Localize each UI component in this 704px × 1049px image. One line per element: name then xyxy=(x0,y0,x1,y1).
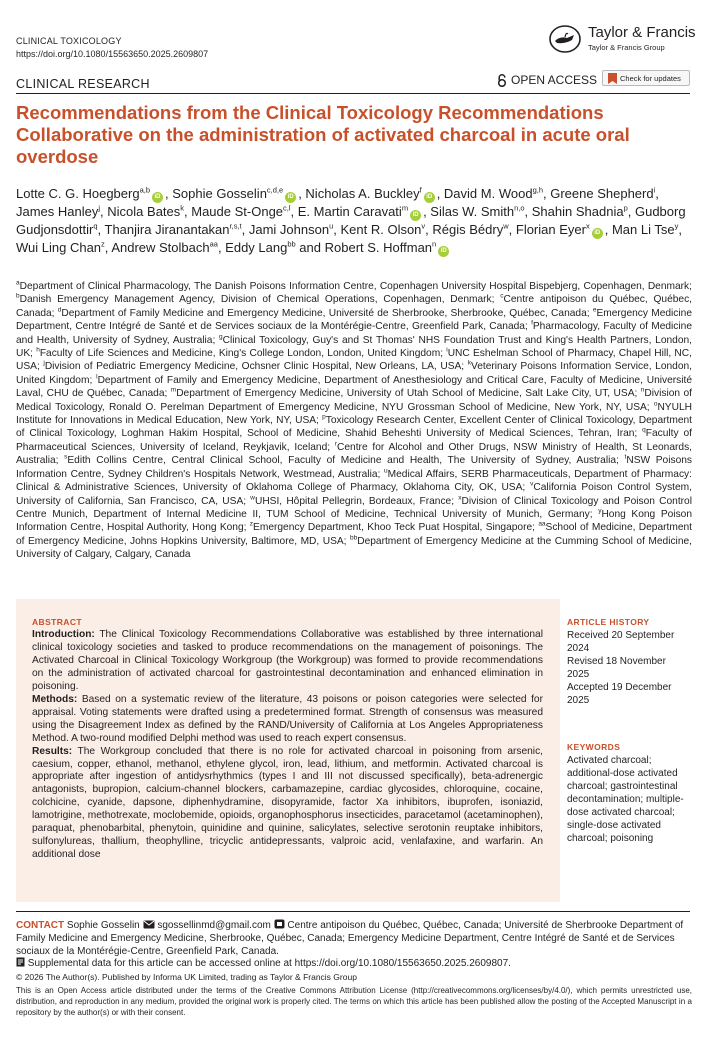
open-access-badge xyxy=(497,73,597,87)
affiliation-key: y xyxy=(598,507,602,515)
received-date: Received 20 September 2024 xyxy=(567,630,675,654)
revised-date: Revised 18 November 2025 xyxy=(567,656,666,680)
affiliation-key: f xyxy=(531,319,533,327)
keywords-heading: KEYWORDS xyxy=(567,742,621,752)
author-affiliation-marker: p xyxy=(623,203,628,213)
author-separator: , xyxy=(290,204,298,219)
affiliation-key: i xyxy=(446,346,448,354)
author-separator: , xyxy=(241,222,249,237)
affiliation-key: r xyxy=(334,440,338,448)
orcid-icon[interactable]: iD xyxy=(424,192,435,203)
affiliation-key: o xyxy=(653,400,658,408)
affiliation-key: x xyxy=(458,494,462,502)
journal-name: CLINICAL TOXICOLOGY xyxy=(16,36,122,46)
author-affiliation-marker: a,b xyxy=(139,185,151,195)
affiliation-key: q xyxy=(642,427,646,435)
author-separator: , xyxy=(436,186,444,201)
contact-label: CONTACT xyxy=(16,920,65,931)
author-name: Florian Eyer xyxy=(515,222,586,237)
author-name: Eddy Lang xyxy=(225,240,288,255)
affiliation-text: Faculty of Life Sciences and Medicine, King's College London, London, United Kingdom; xyxy=(39,348,447,360)
affiliation-text: Danish Emergency Management Agency, Division of Chemical Operations, Copenhagen, Denmark; xyxy=(19,294,501,306)
author-affiliation-marker: g,h xyxy=(532,185,543,195)
doi-link[interactable]: https://doi.org/10.1080/15563650.2025.2609807 xyxy=(16,49,209,59)
author-separator: , xyxy=(97,222,105,237)
affiliation-text: Veterinary Poisons Information Service, London, United Kingdom; xyxy=(16,361,692,386)
author-name: Maude St-Onge xyxy=(191,204,284,219)
section-label: CLINICAL RESEARCH xyxy=(16,77,150,91)
author-affiliation-marker: u xyxy=(329,221,334,231)
author-affiliation-marker: q xyxy=(93,221,98,231)
publisher-name: Taylor & Francis xyxy=(588,24,696,41)
author-name: Wui Ling Chan xyxy=(16,240,102,255)
affiliation-text: Department of Family Medicine and Emergency Medicine, Université de Sherbrooke, Sherbrooke, Québec, Canada; xyxy=(61,307,593,319)
contact-email[interactable]: sgossellinmd@gmail.com xyxy=(157,920,271,931)
author-name: Jami Johnson xyxy=(248,222,330,237)
author-affiliation-marker: z xyxy=(101,239,105,249)
author-affiliation-marker: f xyxy=(419,185,422,195)
author-separator: , xyxy=(425,222,433,237)
author-separator: , xyxy=(165,186,173,201)
affiliation-key: j xyxy=(43,360,45,368)
affiliation-key: d xyxy=(57,306,62,314)
author-separator: , xyxy=(678,222,682,237)
author-separator: , xyxy=(217,240,226,255)
author-name: Gudborg Gudjonsdottir xyxy=(16,204,686,237)
author-list xyxy=(16,185,690,257)
abstract-heading: ABSTRACT xyxy=(32,617,82,627)
affiliation-text: California Poison Control System, University of California, San Francisco, CA, USA; xyxy=(16,482,692,507)
affiliation-key: h xyxy=(36,346,40,354)
license-text: This is an Open Access article distributed under the terms of the Creative Commons Attribution License (http://creativecommons.org/licenses/by/4.0/), which permits unrestricted use, distribution, and reproduction in any medium, provided the original work is properly cited. The terms on which this article has been published allow the posting of the Accepted Manuscript in a repository by the author(s) or with their consent. xyxy=(16,986,692,1017)
affiliation-text: Toxicology Research Center, Excellent Center of Clinical Toxicology, Department of Clinical Toxicology, Loghman Hakim Hospital, School of Medicine, Shahid Beheshti University of Medical Sciences, Tehran, Iran; xyxy=(16,415,692,440)
affiliation-text: Emergency Medicine Department, Centre Intégré de Santé et de Services sociaux de la Montérégie-Centre, Greenfield Park, Canada; xyxy=(16,307,692,333)
affiliation-text: Centre antipoison du Québec, Québec, Canada; xyxy=(16,294,692,319)
envelope-icon xyxy=(143,920,155,929)
author-affiliation-marker: bb xyxy=(287,239,296,249)
affiliation-key: aa xyxy=(538,520,546,528)
author-affiliation-marker: n xyxy=(432,239,437,249)
affiliation-text: Edith Collins Centre, Central Clinical School, Faculty of Medicine and Health, The University of Sydney, Australia; xyxy=(67,455,625,467)
affiliation-text: Department of Clinical Pharmacology, The Danish Poisons Information Centre, Copenhagen University Hospital Bispebjerg, Copenhagen, Denmark; xyxy=(19,281,692,292)
affiliation-text: Division of Clinical Toxicology and Poison Control Centre Munich, Department of Internal Medicine II, TUM School of Medicine, Technical University of Munich, Germany; xyxy=(16,495,692,520)
author-affiliation-marker: c,l xyxy=(283,203,291,213)
affiliation-key: s xyxy=(64,453,68,461)
keywords-list: Activated charcoal; additional-dose activated charcoal; gastrointestinal decontamination; multiple-dose activated charcoal; single-dose activated charcoal; poisoning xyxy=(567,755,684,844)
author-separator: and xyxy=(295,240,325,255)
affiliation-key: c xyxy=(500,293,504,301)
author-affiliation-marker: aa xyxy=(209,239,218,249)
publisher-group: Taylor & Francis Group xyxy=(588,43,665,52)
author-separator: , xyxy=(508,222,516,237)
publisher-logo[interactable] xyxy=(548,22,698,62)
author-affiliation-marker: n,o xyxy=(514,203,525,213)
check-for-updates-button[interactable] xyxy=(602,70,690,86)
author-separator: , xyxy=(543,186,551,201)
contact-block xyxy=(16,919,692,958)
affiliation-key: g xyxy=(219,333,223,341)
affiliation-text: UNC Eshelman School of Pharmacy, Chapel Hill, NC, USA; xyxy=(16,348,692,373)
affiliation-key: e xyxy=(592,306,597,314)
author-affiliation-marker: y xyxy=(674,221,679,231)
author-separator: , xyxy=(604,222,612,237)
author-name: David M. Wood xyxy=(443,186,533,201)
affiliation-key: t xyxy=(624,453,627,461)
accepted-date: Accepted 19 December 2025 xyxy=(567,682,672,706)
affiliation-text: NYULH Institute for Innovations in Medical Education, New York, NY, USA; xyxy=(16,401,692,427)
author-separator: , xyxy=(298,186,306,201)
affiliation-text: Pharmacology, Faculty of Medicine and Health, University of Sydney, Australia; xyxy=(16,321,692,346)
author-name: E. Martin Caravati xyxy=(297,204,402,219)
supplemental-text: Supplemental data for this article can be accessed online at https://doi.org/10.1080/15563650.2025.2609807. xyxy=(27,958,511,969)
author-separator: , xyxy=(333,222,341,237)
affiliation-key: b xyxy=(16,293,20,301)
author-name: Lotte C. G. Hoegberg xyxy=(16,186,140,201)
affiliation-key: bb xyxy=(349,534,358,542)
author-separator: , xyxy=(423,204,431,219)
author-name: Andrew Stolbach xyxy=(111,240,210,255)
author-name: Man Li Tse xyxy=(611,222,675,237)
affiliation-key: z xyxy=(249,520,254,528)
orcid-icon[interactable]: iD xyxy=(152,192,163,203)
location-icon xyxy=(274,919,285,929)
author-name: Kent R. Olson xyxy=(340,222,422,237)
affiliation-text: Department of Emergency Medicine, University of Utah School of Medicine, Salt Lake City, UT, USA; xyxy=(176,388,641,400)
affiliation-key: a xyxy=(16,279,20,287)
affiliation-key: m xyxy=(170,386,177,394)
affiliation-key: u xyxy=(384,467,388,475)
author-affiliation-marker: k xyxy=(180,203,185,213)
contact-address: Centre antipoison du Québec, Québec, Canada; Université de Sherbrooke Department of Family Medicine and Emergency Medicine, Sherbrooke, Québec, Canada; Emergency Medicine Department, Centre Intégré de Santé et de Services sociaux de la Montérégie-Centre, Greenfield Park, Canada. xyxy=(16,920,684,957)
abstract-text xyxy=(32,629,543,862)
author-separator: , xyxy=(184,204,192,219)
author-affiliation-marker: j xyxy=(98,203,101,213)
author-separator: , xyxy=(104,240,112,255)
orcid-icon[interactable]: iD xyxy=(285,192,296,203)
author-affiliation-marker: r,s,t xyxy=(229,221,242,231)
abstract-results: Results: The Workgroup concluded that there is no role for activated charcoal in poisoning from arsenic, caesium, copper, ethanol, methanol, ethylene glycol, iron, lead, lithium, and metformin. Activated charcoal is appropriate after ingestion of antidysrhythmics (types I and III not discussed specifically), beta-adrenergic antagonists, bupropion, calcium-channel blockers, carbamazepine, cardiac glycosides, chloroquine, cocaine, colchicine, cyanide, dapsone, diphenhydramine, disopyramide, factor Xa inhibitors, ibuprofen, isoniazid, lamotrigine, methotrexate, moclobemide, opioids, organophosphorus insecticides, paracetamol (acetaminophen), paraquat, phenobarbital, phenytoin, quinidine and quinine, salicylates, selective serotonin reuptake inhibitors, sulfonylureas, thallium, theophylline, tricyclic antidepressants, valproic acid, venlafaxine, and warfarin. An additional dose xyxy=(32,745,543,861)
affiliations xyxy=(16,280,692,562)
affiliation-text: Hong Kong Poison Information Centre, Hospital Authority, Hong Kong; xyxy=(16,508,692,534)
affiliation-text: Clinical Toxicology, Guy's and St Thomas' NHS Foundation Trust and King's Health Partners, London, UK; xyxy=(16,334,692,360)
affiliation-text: Division of Medical Toxicology, Ronald O. Perelman Department of Emergency Medicine, NYU Grossman School of Medicine, New York, NY, USA; xyxy=(16,388,692,413)
abstract-introduction: Introduction: The Clinical Toxicology Recommendations Collaborative was established by three international clinical toxicology societies and tasked to produce recommendations on the management of poisonings. The Activated Charcoal in Clinical Toxicology Workgroup (the Workgroup) was formed to provide recommendations on the administration of activated charcoal for gastrointestinal decontamination and enhanced elimination in poisoning. xyxy=(32,629,543,692)
lamp-icon xyxy=(548,24,582,54)
author-affiliation-marker: v xyxy=(421,221,426,231)
affiliation-key: w xyxy=(250,494,255,502)
check-updates-label: Check for updates xyxy=(620,73,681,83)
author-separator: , xyxy=(524,204,532,219)
abstract-methods: Methods: Based on a systematic review of the literature, 43 poisons or poison categories were selected for appraisal. Voting statements were drafted using a predetermined format. Strength of consensus was measured using the Disagreement Index as defined by the RAND/University of California at Los Angeles Appropriateness Method. A two-round modified Delphi method was used to reach expert consensus. xyxy=(32,693,543,744)
affiliation-text: Department of Emergency Medicine at the Cumming School of Medicine, University of Calgary, Calgary, Canada xyxy=(16,535,692,561)
supplemental-note[interactable] xyxy=(16,957,692,969)
contact-rule xyxy=(16,911,690,912)
affiliation-text: Centre for Alcohol and Other Drugs, NSW Ministry of Health, St Leonards, Australia; xyxy=(16,441,692,467)
affiliation-text: School of Medicine, Department of Emergency Medicine, Johns Hopkins University, Baltimore, MD, USA; xyxy=(16,522,692,547)
author-name: Sophie Gosselin xyxy=(172,186,267,201)
contact-name: Sophie Gosselin xyxy=(66,920,140,931)
open-lock-icon xyxy=(497,74,507,87)
affiliation-text: Faculty of Pharmaceutical Sciences, University of Iceland, Reykjavik, Iceland; xyxy=(16,428,692,453)
article-history-heading: ARTICLE HISTORY xyxy=(567,617,650,627)
author-name: James Hanley xyxy=(16,204,99,219)
supplement-icon xyxy=(16,957,25,967)
author-name: Régis Bédry xyxy=(432,222,504,237)
header-rule xyxy=(16,93,690,94)
author-affiliation-marker: m xyxy=(401,203,409,213)
affiliation-key: l xyxy=(96,373,98,381)
affiliation-text: Department of Family and Emergency Medicine, Department of Anesthesiology and Critical Care, Faculty of Medicine, Université Laval, CHU de Québec, Canada; xyxy=(16,374,693,400)
orcid-icon[interactable]: iD xyxy=(410,210,421,221)
author-name: Shahin Shadnia xyxy=(531,204,624,219)
author-name: Silas W. Smith xyxy=(430,204,515,219)
affiliation-text: Emergency Department, Khoo Teck Puat Hospital, Singapore; xyxy=(253,522,539,534)
affiliation-text: Division of Pediatric Emergency Medicine, Ochsner Clinic Hospital, New Orleans, LA, USA; xyxy=(44,361,468,373)
author-affiliation-marker: i xyxy=(653,185,656,195)
author-name: Nicola Bates xyxy=(107,204,181,219)
crossmark-icon xyxy=(608,73,617,84)
author-separator: , xyxy=(655,186,659,201)
author-affiliation-marker: x xyxy=(585,221,590,231)
affiliation-key: k xyxy=(467,360,471,368)
affiliation-text: UHSI, Hôpital Pellegrin, Bordeaux, France; xyxy=(254,495,459,507)
orcid-icon[interactable]: iD xyxy=(592,228,603,239)
author-name: Nicholas A. Buckley xyxy=(305,186,420,201)
author-separator: , xyxy=(627,204,635,219)
author-separator: , xyxy=(100,204,108,219)
copyright: © 2026 The Author(s). Published by Informa UK Limited, trading as Taylor & Francis Group xyxy=(16,972,357,982)
author-name: Thanjira Jiranantakan xyxy=(104,222,230,237)
orcid-icon[interactable]: iD xyxy=(438,246,449,257)
author-affiliation-marker: w xyxy=(503,221,509,231)
affiliation-key: p xyxy=(322,413,326,421)
open-access-label: OPEN ACCESS xyxy=(511,73,598,87)
author-affiliation-marker: c,d,e xyxy=(266,185,284,195)
author-name: Greene Shepherd xyxy=(550,186,654,201)
affiliation-key: v xyxy=(530,480,534,488)
affiliation-key: n xyxy=(640,386,645,394)
affiliation-text: NSW Poisons Information Centre, Sydney Children's Hospitals Network, Westmead, Australia; xyxy=(16,455,693,480)
author-name: Robert S. Hoffman xyxy=(324,240,433,255)
affiliation-text: Medical Affairs, SERB Pharmaceuticals, Department of Pharmacy: Clinical & Administrative Sciences, University of Oklahoma College of Pharmacy, Oklahoma City, OK, USA; xyxy=(16,468,692,494)
article-title: Recommendations from the Clinical Toxicology Recommendations Collaborative on the administration of activated charcoal in acute oral overdose xyxy=(16,102,630,167)
